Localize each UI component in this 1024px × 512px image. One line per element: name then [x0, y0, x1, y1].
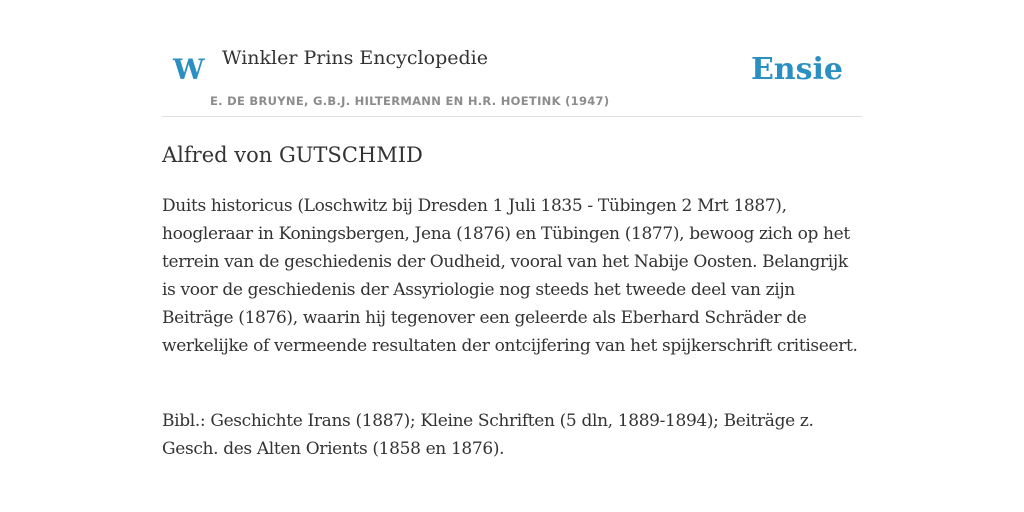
- page: [162, 0, 862, 459]
- header: [162, 0, 862, 117]
- authors-credit: E. DE BRUYNE, G.B.J. HILTERMANN EN H.R. HOETINK (1947): [210, 94, 610, 108]
- article-title: Alfred von GUTSCHMID: [162, 143, 423, 167]
- bibliography-text: Bibl.: Geschichte Irans (1887); Kleine Schriften (5 dln, 1889-1894); Beiträge z. Gesch. des Alten Orients (1858 en 1876).: [162, 411, 814, 459]
- winkler-prins-logo-icon[interactable]: W: [173, 53, 205, 86]
- site-title-link[interactable]: Winkler Prins Encyclopedie: [222, 47, 488, 69]
- article-body: Duits historicus (Loschwitz bij Dresden 1 Juli 1835 - Tübingen 2 Mrt 1887), hoogleraar in Koningsbergen, Jena (1876) en Tübingen (1877), bewoog zich op het terrein van de geschiedenis der Oudheid, vooral van het Nabije Oosten. Belangrijk is voor de geschiedenis der Assyriologie nog steeds het tweede deel van zijn Beiträge (1876), waarin hij tegenover een geleerde als Eberhard Schräder de werkelijke of vermeende resultaten der ontcijfering van het spijkerschrift critiseert.: [162, 196, 858, 356]
- ensie-logo-link[interactable]: Ensie: [750, 52, 843, 87]
